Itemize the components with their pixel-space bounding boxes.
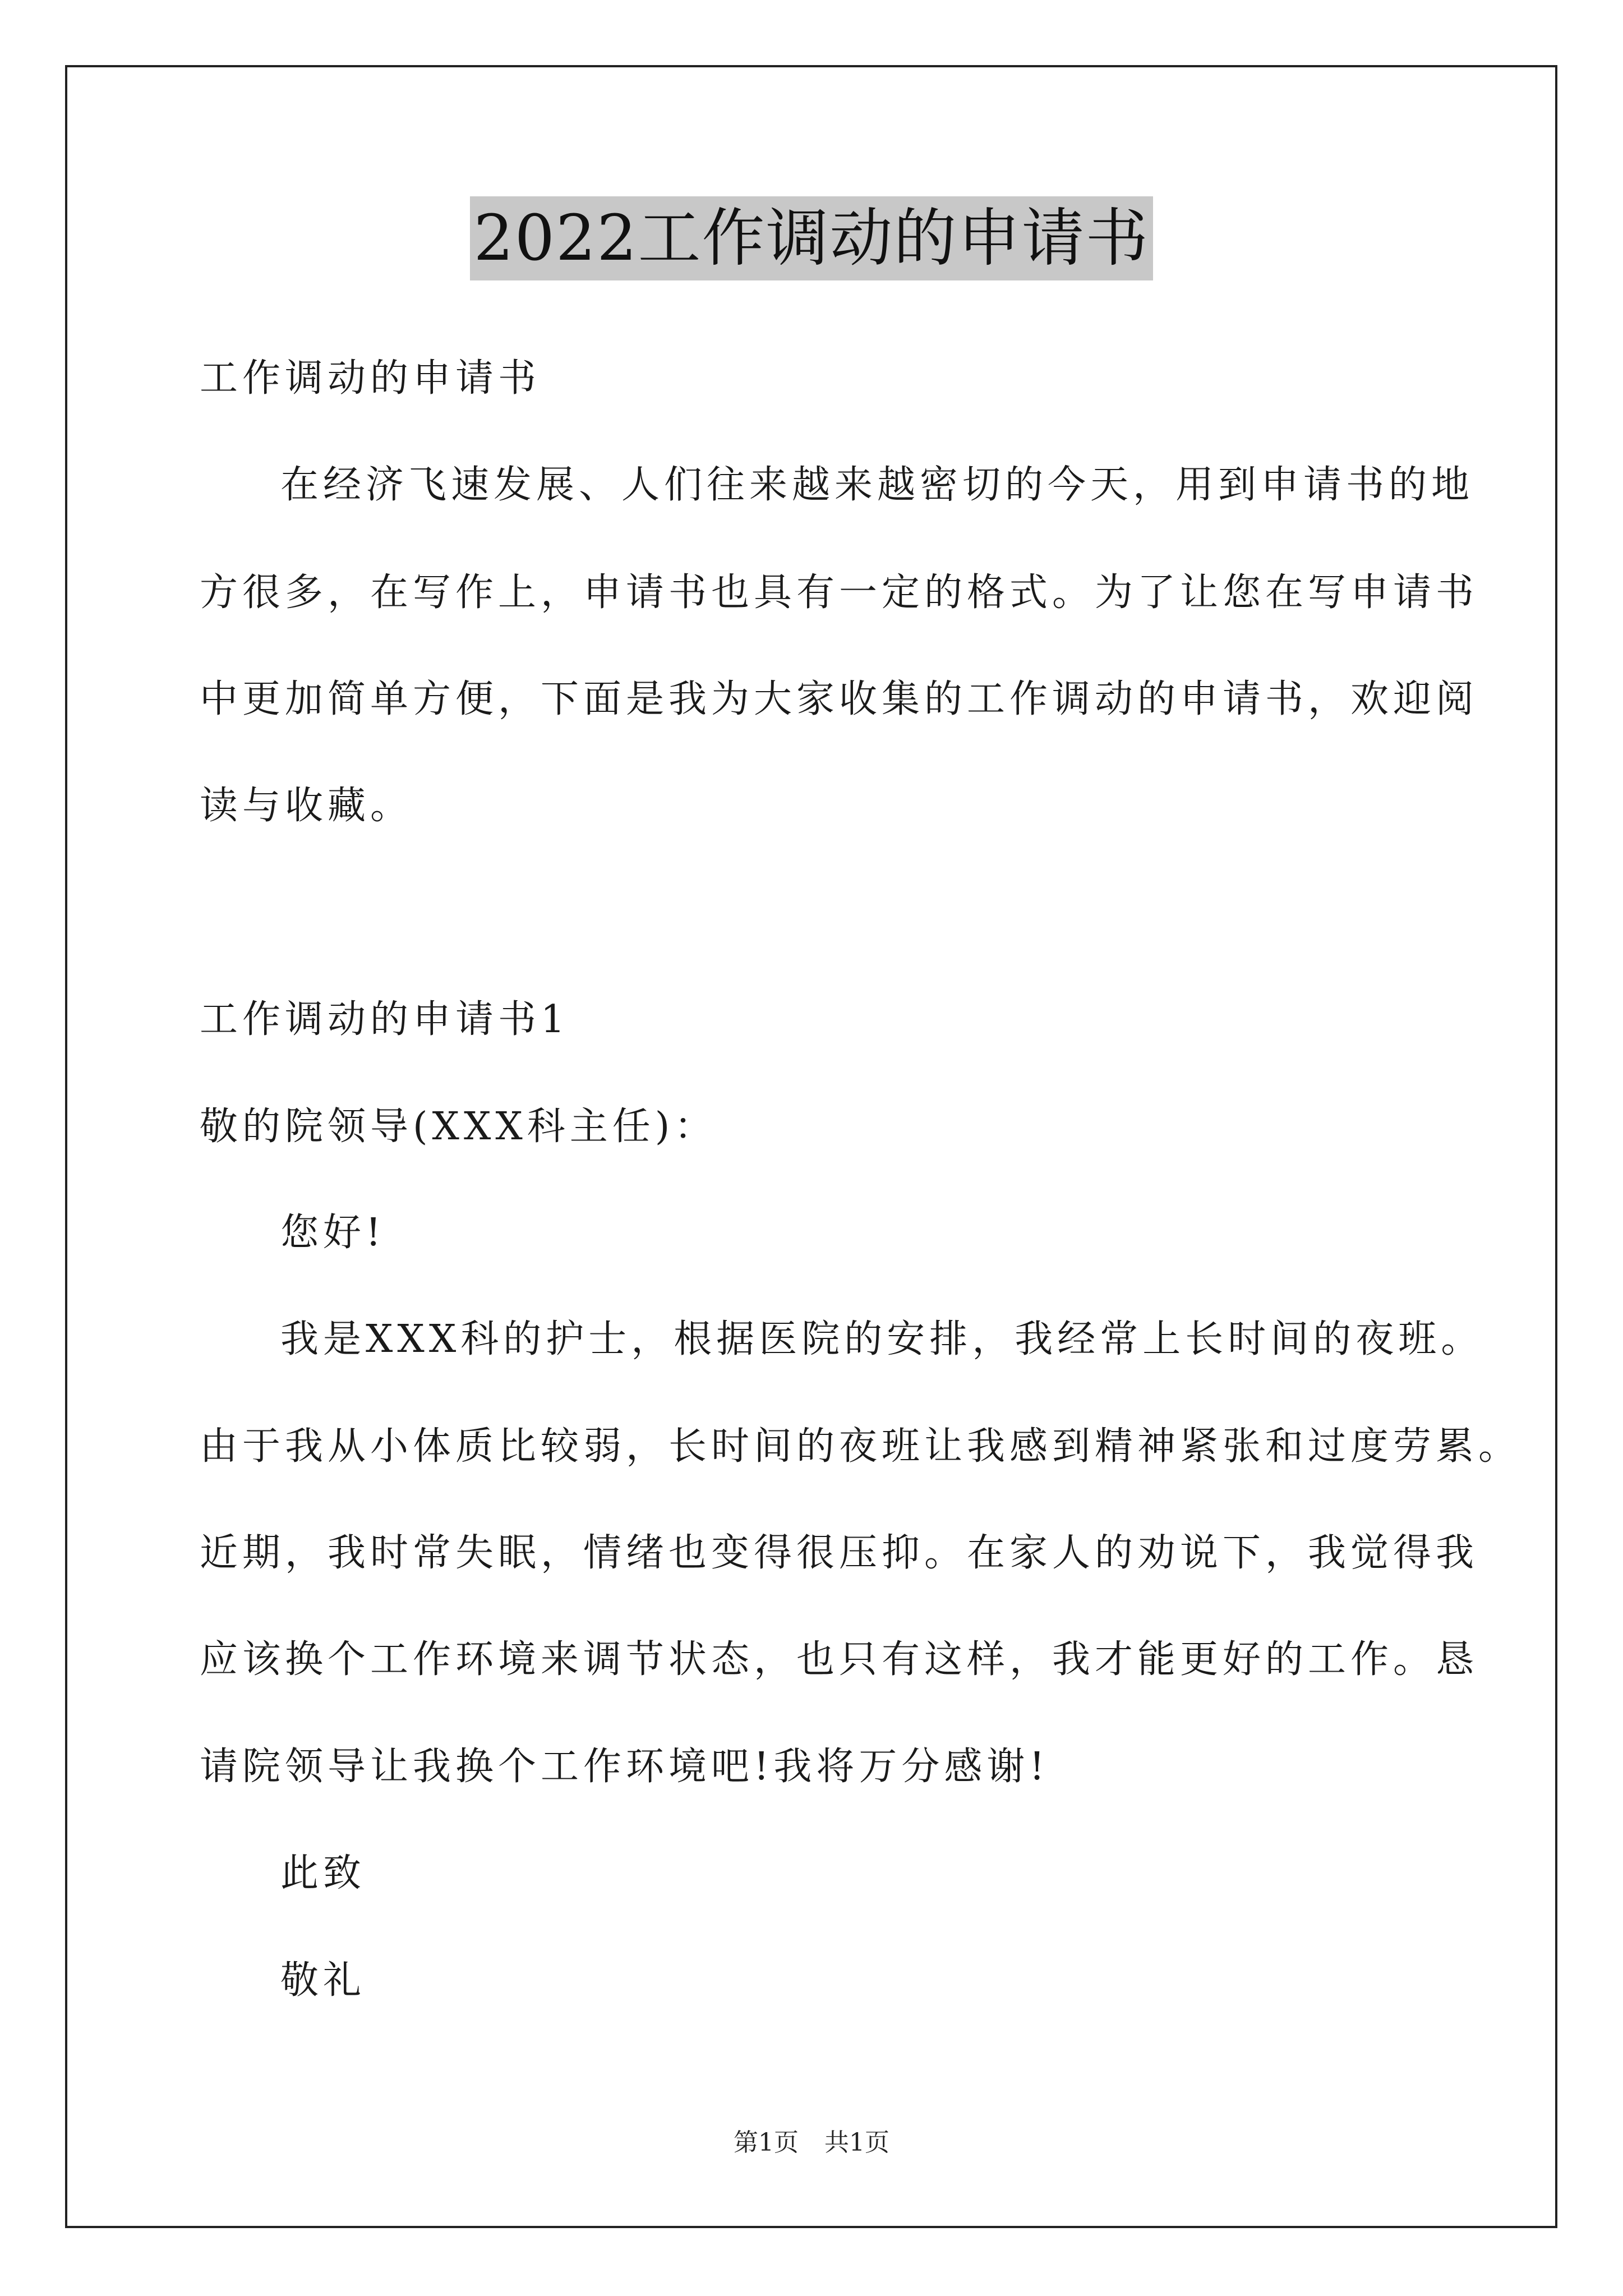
body-line: 应该换个工作环境来调节状态，也只有这样，我才能更好的工作。恳 — [200, 1637, 1479, 1682]
closing-line: 敬礼 — [280, 1958, 366, 2003]
page-footer — [0, 2126, 1623, 2160]
intro-line: 读与收藏。 — [200, 784, 413, 828]
subtitle: 工作调动的申请书 — [200, 356, 541, 401]
salutation: 敬的院领导(XXX科主任)： — [200, 1105, 717, 1149]
body-line: 请院领导让我换个工作环境吧!我将万分感谢! — [200, 1745, 1049, 1789]
body-line: 近期，我时常失眠，情绪也变得很压抑。在家人的劝说下，我觉得我 — [200, 1531, 1479, 1575]
document-title: 2022工作调动的申请书 — [470, 196, 1152, 280]
page-number: 第1页 — [734, 2128, 799, 2157]
intro-line: 中更加简单方便，下面是我为大家收集的工作调动的申请书，欢迎阅 — [200, 677, 1479, 721]
page-total: 共1页 — [824, 2128, 889, 2157]
body-line: 由于我从小体质比较弱，长时间的夜班让我感到精神紧张和过度劳累。 — [200, 1424, 1521, 1469]
intro-line: 方很多，在写作上，申请书也具有一定的格式。为了让您在写申请书 — [200, 570, 1479, 615]
title-container — [0, 196, 1623, 280]
greeting: 您好! — [280, 1211, 386, 1255]
intro-line: 在经济飞速发展、人们往来越来越密切的今天，用到申请书的地 — [280, 463, 1474, 507]
closing-line: 此致 — [280, 1851, 366, 1895]
body-line: 我是XXX科的护士，根据医院的安排，我经常上长时间的夜班。 — [280, 1317, 1484, 1361]
section-heading: 工作调动的申请书1 — [200, 997, 570, 1042]
